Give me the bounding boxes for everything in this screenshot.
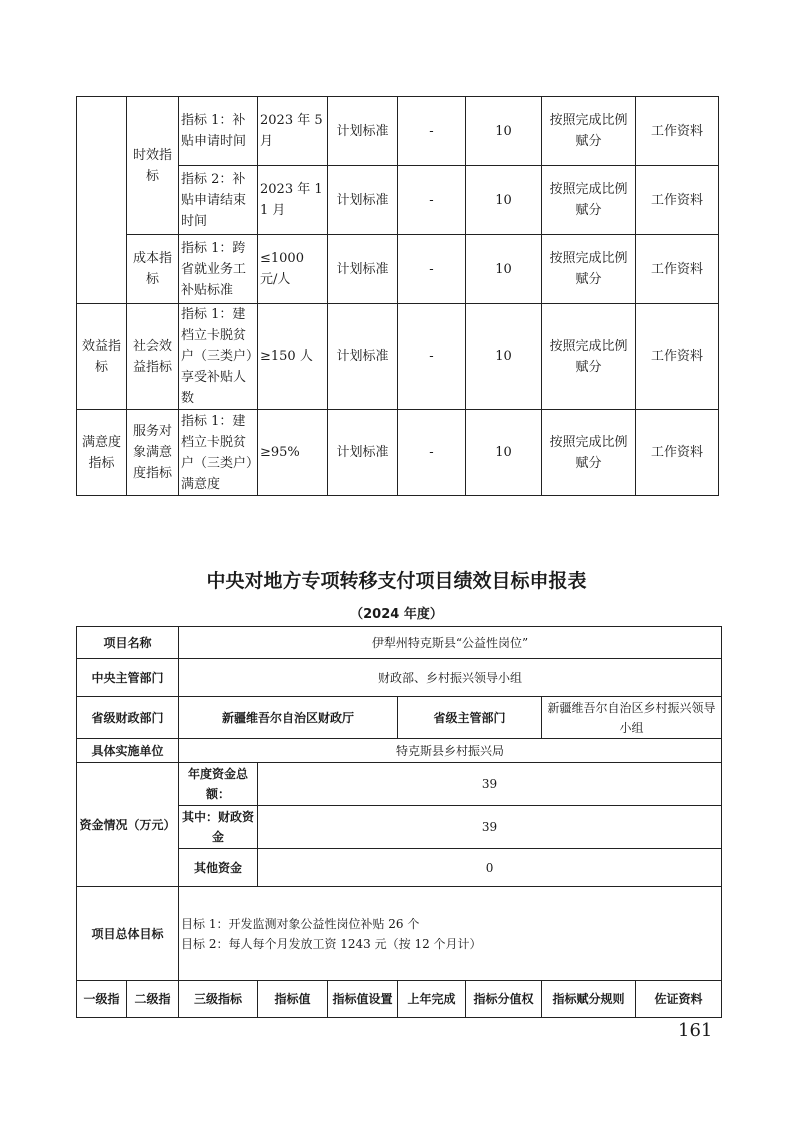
funds-label: 资金情况（万元）	[77, 763, 179, 887]
prov-finance-value: 新疆维吾尔自治区财政厅	[179, 697, 398, 739]
prev-cell: -	[398, 166, 466, 235]
prov-dept-label: 省级主管部门	[398, 697, 542, 739]
header-setting: 指标值设置	[328, 981, 398, 1018]
value-cell: ≤1000 元/人	[258, 235, 328, 304]
form-year: （2024 年度）	[350, 607, 443, 622]
value-cell: ≥150 人	[258, 304, 328, 410]
setting-cell: 计划标准	[328, 235, 398, 304]
level2-time-cell: 时效指标	[127, 97, 179, 235]
fiscal-funds-label: 其中：财政资金	[179, 806, 258, 849]
header-weight: 指标分值权	[466, 981, 542, 1018]
rule-cell: 按照完成比例赋分	[542, 166, 636, 235]
header-prev: 上年完成	[398, 981, 466, 1018]
setting-cell: 计划标准	[328, 97, 398, 166]
weight-cell: 10	[466, 166, 542, 235]
indicator-cell: 指标 1：跨省就业务工补贴标准	[179, 235, 258, 304]
value-cell: 2023 年 5 月	[258, 97, 328, 166]
central-dept-label: 中央主管部门	[77, 659, 179, 697]
level2-social-cell: 社会效益指标	[127, 304, 179, 410]
evidence-cell: 工作资料	[636, 235, 719, 304]
indicator-cell: 指标 1：建档立卡脱贫户（三类户）享受补贴人数	[179, 304, 258, 410]
rule-cell: 按照完成比例赋分	[542, 410, 636, 496]
project-name-label: 项目名称	[77, 627, 179, 659]
weight-cell: 10	[466, 304, 542, 410]
prev-cell: -	[398, 410, 466, 496]
weight-cell: 10	[466, 235, 542, 304]
total-funds-value: 39	[258, 763, 722, 806]
evidence-cell: 工作资料	[636, 304, 719, 410]
overall-goal-value	[179, 887, 722, 981]
setting-cell: 计划标准	[328, 304, 398, 410]
level1-benefit-cell: 效益指标	[77, 304, 127, 410]
header-level3: 三级指标	[179, 981, 258, 1018]
indicator-cell: 指标 2：补贴申请结束时间	[179, 166, 258, 235]
weight-cell: 10	[466, 410, 542, 496]
header-level2: 二级指	[127, 981, 179, 1018]
page-number: 161	[678, 1020, 713, 1041]
rule-cell: 按照完成比例赋分	[542, 304, 636, 410]
prev-cell: -	[398, 97, 466, 166]
central-dept-value: 财政部、乡村振兴领导小组	[179, 659, 722, 697]
prov-finance-label: 省级财政部门	[77, 697, 179, 739]
form-title: 中央对地方专项转移支付项目绩效目标申报表	[206, 570, 587, 592]
impl-unit-value: 特克斯县乡村振兴局	[179, 739, 722, 763]
evidence-cell: 工作资料	[636, 97, 719, 166]
indicator-cell: 指标 1：补贴申请时间	[179, 97, 258, 166]
indicator-cell: 指标 1：建档立卡脱贫户（三类户）满意度	[179, 410, 258, 496]
indicator-table-continued	[76, 96, 719, 496]
total-funds-label: 年度资金总额：	[179, 763, 258, 806]
prev-cell: -	[398, 235, 466, 304]
rule-cell: 按照完成比例赋分	[542, 235, 636, 304]
value-cell: 2023 年 11 月	[258, 166, 328, 235]
performance-target-form	[76, 626, 722, 1018]
rule-cell: 按照完成比例赋分	[542, 97, 636, 166]
header-value: 指标值	[258, 981, 328, 1018]
goal-1: 目标 1：开发监测对象公益性岗位补贴 26 个	[181, 916, 420, 931]
impl-unit-label: 具体实施单位	[77, 739, 179, 763]
header-rule: 指标赋分规则	[542, 981, 636, 1018]
level2-service-cell: 服务对象满意度指标	[127, 410, 179, 496]
other-funds-label: 其他资金	[179, 849, 258, 887]
header-level1: 一级指	[77, 981, 127, 1018]
project-name-value: 伊犁州特克斯县“公益性岗位”	[179, 627, 722, 659]
weight-cell: 10	[466, 97, 542, 166]
level1-satisfaction-cell: 满意度指标	[77, 410, 127, 496]
level1-cell	[77, 97, 127, 304]
goal-2: 目标 2：每人每个月发放工资 1243 元（按 12 个月计）	[181, 936, 482, 951]
evidence-cell: 工作资料	[636, 166, 719, 235]
prov-dept-value: 新疆维吾尔自治区乡村振兴领导小组	[542, 697, 722, 739]
setting-cell: 计划标准	[328, 410, 398, 496]
header-evidence: 佐证资料	[636, 981, 722, 1018]
fiscal-funds-value: 39	[258, 806, 722, 849]
other-funds-value: 0	[258, 849, 722, 887]
level2-cost-cell: 成本指标	[127, 235, 179, 304]
evidence-cell: 工作资料	[636, 410, 719, 496]
prev-cell: -	[398, 304, 466, 410]
setting-cell: 计划标准	[328, 166, 398, 235]
value-cell: ≥95%	[258, 410, 328, 496]
overall-goal-label: 项目总体目标	[77, 887, 179, 981]
